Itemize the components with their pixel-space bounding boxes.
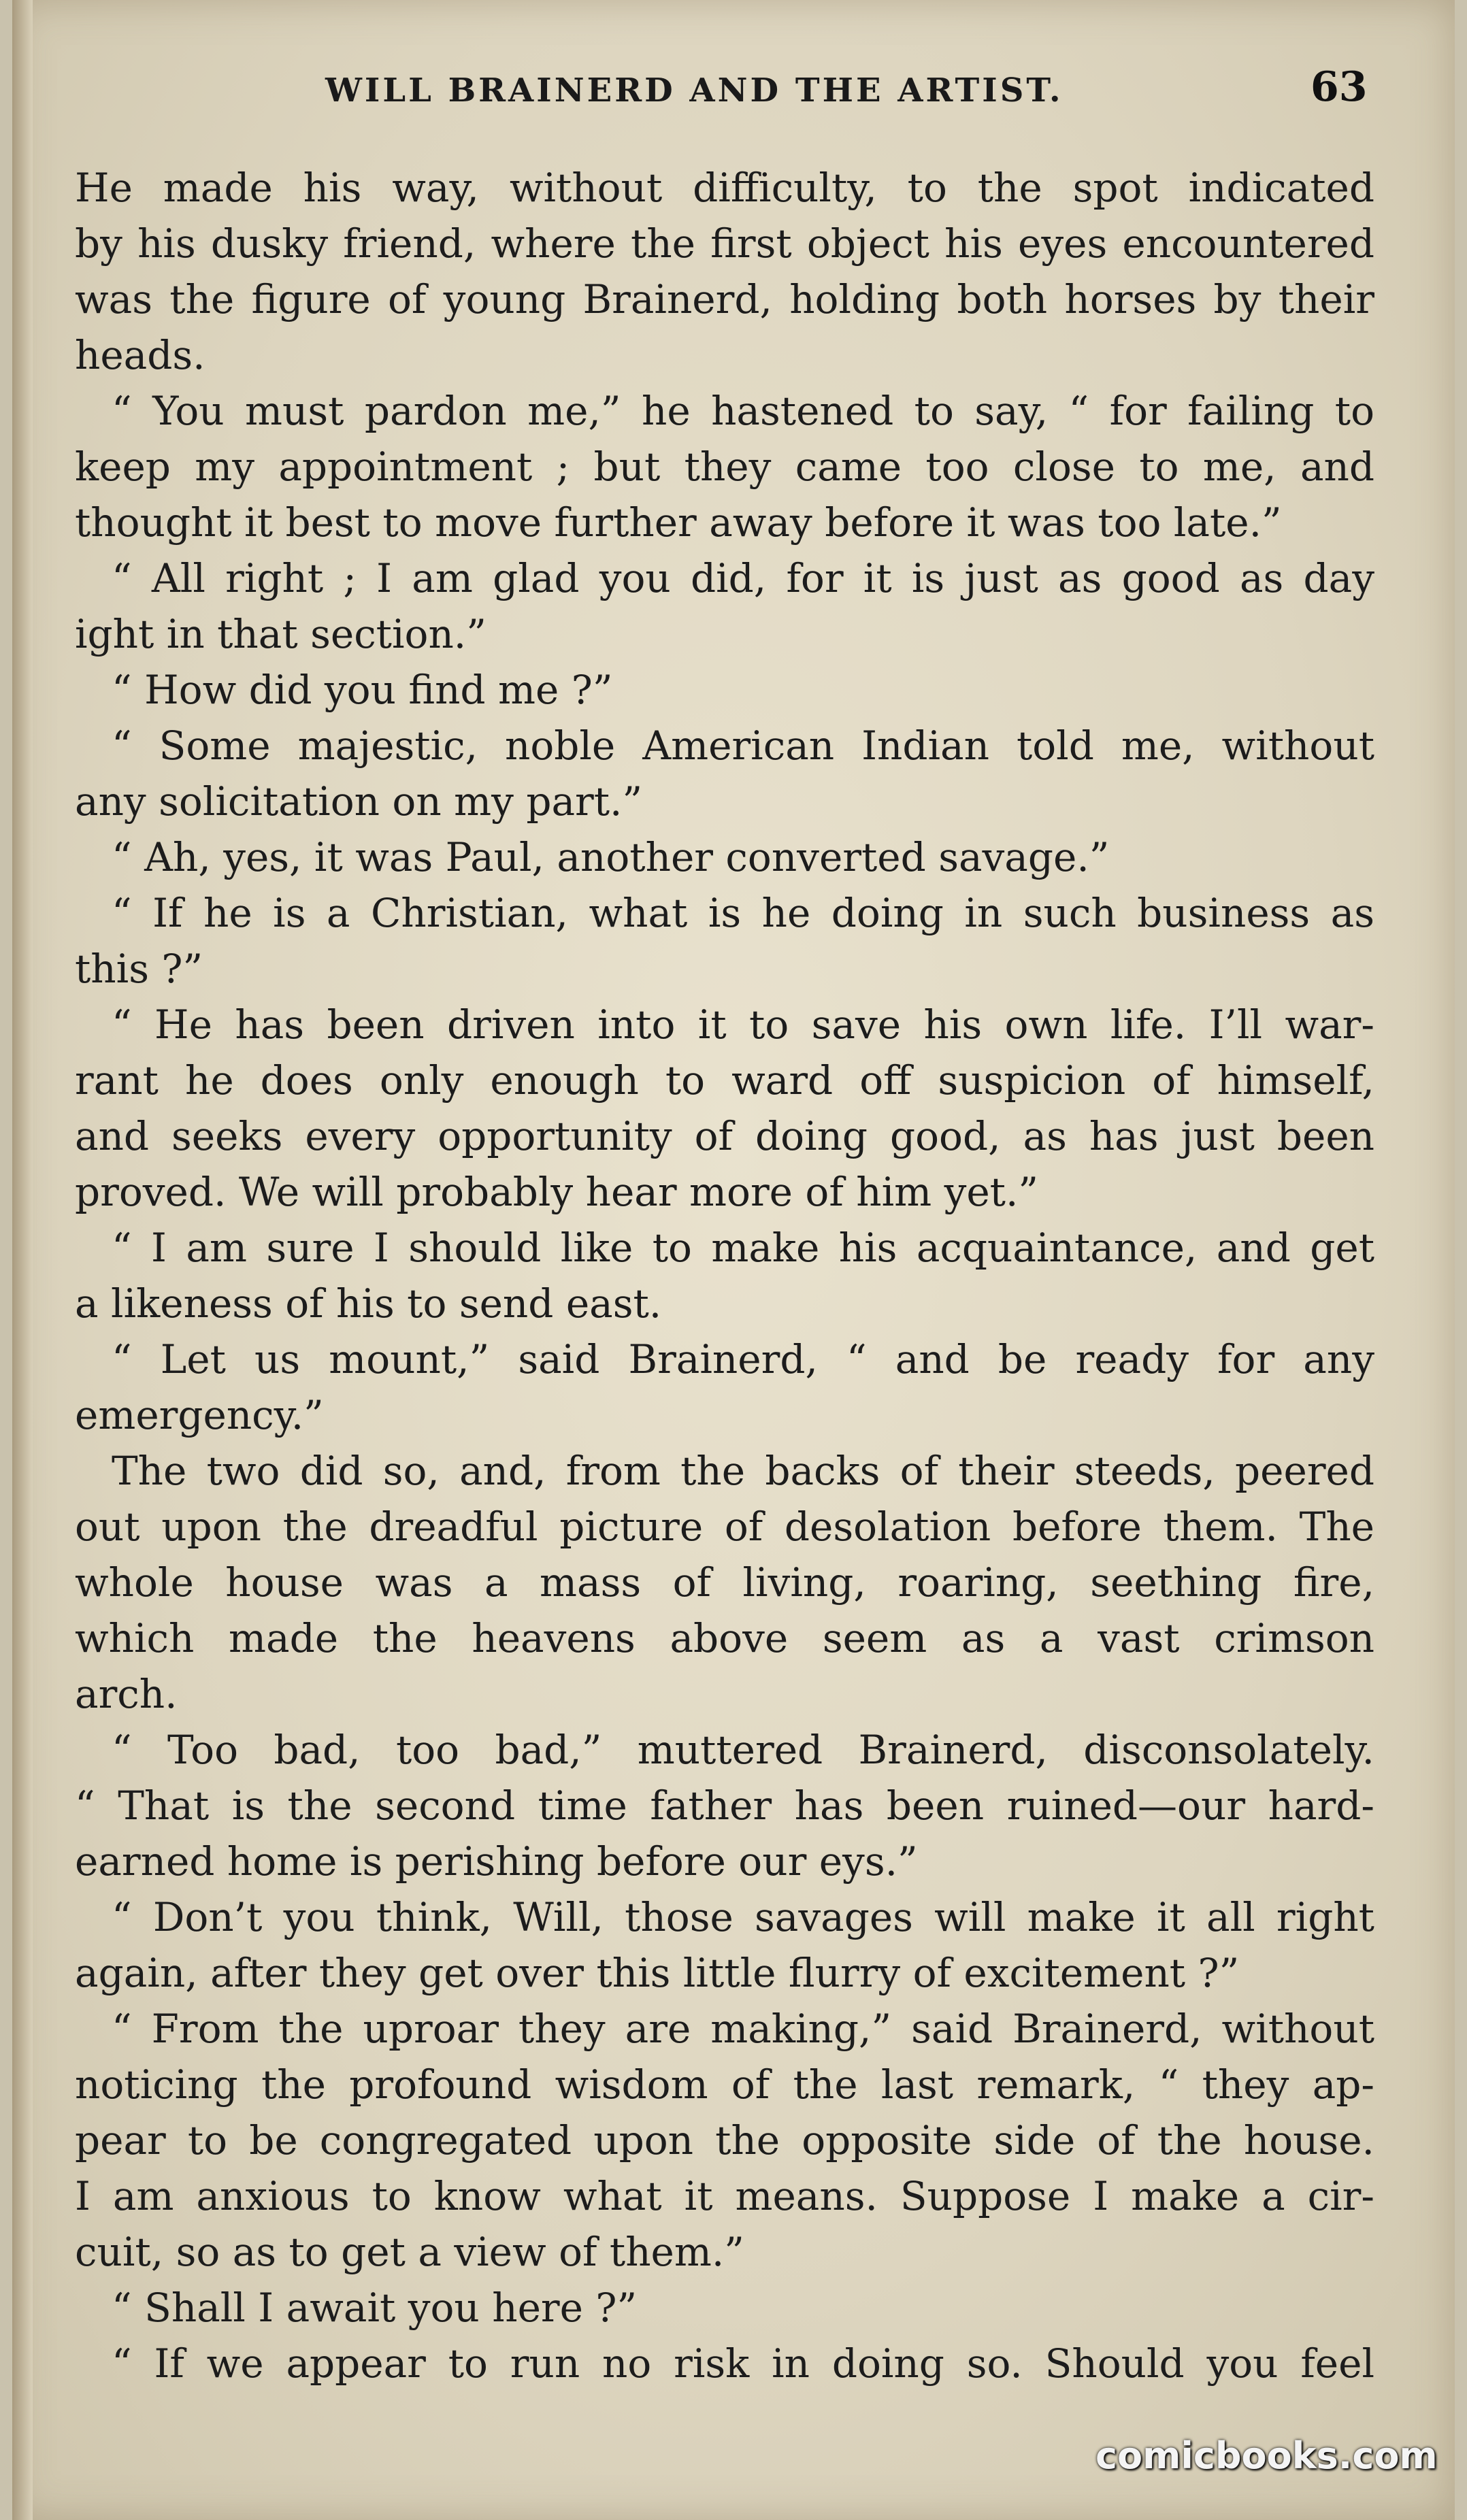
text-line: and seeks every opportunity of doing good, as has just been xyxy=(75,1113,1374,1159)
text-line: rant he does only enough to ward off suspicion of himself, xyxy=(75,1057,1374,1104)
text-line: “ You must pardon me,” he hastened to say, “ for failing to xyxy=(112,388,1374,434)
body-text xyxy=(75,160,1374,2391)
text-line: “ That is the second time father has been ruined—our hard- xyxy=(75,1783,1374,1829)
text-line: “ Let us mount,” said Brainerd, “ and be ready for any xyxy=(112,1336,1374,1382)
text-line: thought it best to move further away before it was too late.” xyxy=(75,499,1282,546)
text-line: “ If we appear to run no risk in doing so. Should you feel xyxy=(112,2340,1374,2387)
text-line: “ He has been driven into it to save his own life. I’ll war- xyxy=(112,1001,1374,1048)
text-line: I am anxious to know what it means. Suppose I make a cir- xyxy=(75,2173,1374,2219)
text-line: heads. xyxy=(75,332,205,378)
page-header xyxy=(12,63,1455,126)
text-line: The two did so, and, from the backs of their steeds, peered xyxy=(112,1448,1374,1494)
text-line: “ Too bad, too bad,” muttered Brainerd, disconsolately. xyxy=(112,1727,1374,1773)
text-line: which made the heavens above seem as a vast crimson xyxy=(75,1615,1374,1661)
book-page xyxy=(12,0,1455,2520)
text-line: “ Ah, yes, it was Paul, another converted savage.” xyxy=(112,834,1110,880)
text-line: out upon the dreadful picture of desolation before them. The xyxy=(75,1504,1374,1550)
text-line: “ All right ; I am glad you did, for it is just as good as day xyxy=(112,555,1374,601)
text-line: “ I am sure I should like to make his acquaintance, and get xyxy=(112,1225,1374,1271)
text-line: “ Some majestic, noble American Indian told me, without xyxy=(112,723,1374,769)
text-line: “ If he is a Christian, what is he doing in such business as xyxy=(112,890,1374,936)
text-line: any solicitation on my part.” xyxy=(75,778,643,825)
watermark: comicbooks.com xyxy=(1095,2434,1438,2477)
text-line: by his dusky friend, where the first object his eyes encountered xyxy=(75,220,1374,267)
text-line: “ Don’t you think, Will, those savages will make it all right xyxy=(112,1894,1374,1940)
text-line: arch. xyxy=(75,1671,178,1717)
text-line: keep my appointment ; but they came too close to me, and xyxy=(75,444,1374,490)
text-line: “ From the uproar they are making,” said Brainerd, without xyxy=(112,2006,1374,2052)
text-line: ight in that section.” xyxy=(75,611,487,657)
page-number: 63 xyxy=(1311,63,1368,111)
running-head: WILL BRAINERD AND THE ARTIST. xyxy=(325,71,1064,110)
text-line: earned home is perishing before our eys.” xyxy=(75,1838,918,1885)
text-line: this ?” xyxy=(75,946,203,992)
page-spine-shadow xyxy=(12,0,33,2520)
text-line: noticing the profound wisdom of the last remark, “ they ap- xyxy=(75,2061,1374,2108)
text-line: He made his way, without difficulty, to the spot indicated xyxy=(75,165,1374,211)
text-line: again, after they get over this little flurry of excitement ?” xyxy=(75,1950,1240,1996)
text-line: proved. We will probably hear more of him yet.” xyxy=(75,1169,1039,1215)
text-line: whole house was a mass of living, roaring, seething fire, xyxy=(75,1559,1374,1606)
text-line: emergency.” xyxy=(75,1392,324,1438)
text-line: pear to be congregated upon the opposite side of the house. xyxy=(75,2117,1374,2163)
text-line: “ How did you find me ?” xyxy=(112,667,613,713)
text-line: cuit, so as to get a view of them.” xyxy=(75,2229,744,2275)
text-line: a likeness of his to send east. xyxy=(75,1280,662,1327)
text-line: was the figure of young Brainerd, holding both horses by their xyxy=(75,276,1374,322)
text-line: “ Shall I await you here ?” xyxy=(112,2285,638,2331)
